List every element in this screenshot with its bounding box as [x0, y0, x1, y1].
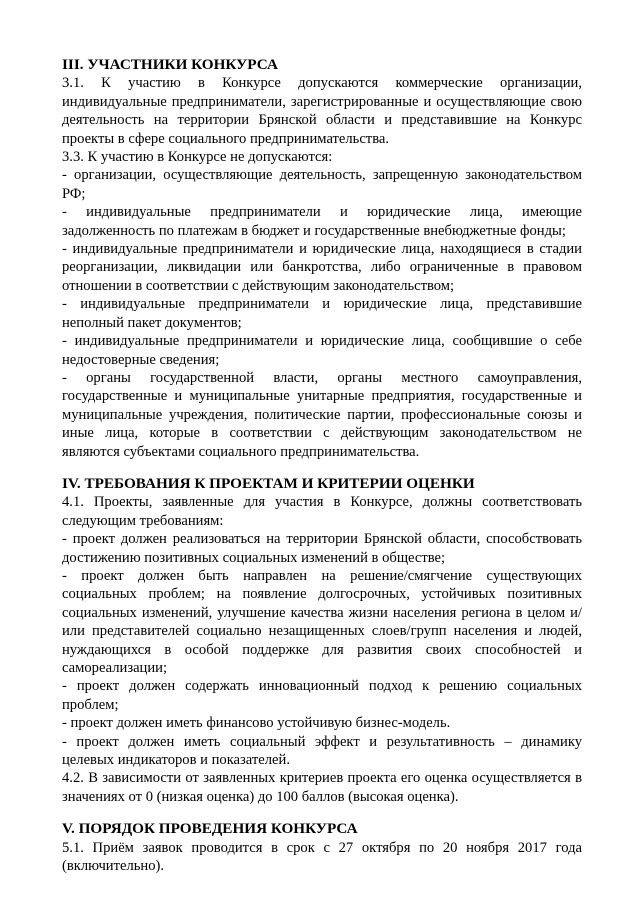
list-item: - проект должен быть направлен на решение/смягчение существующих социальных проблем; на появление долгосрочных, устойчивых позитивных социальных изменений, улучшение качества жизни населения региона в целом и/или представителей социально незащищенных слоев/групп населения и людей, нуждающихся в особой поддержке для развития своих способностей и самореализации;: [62, 567, 582, 676]
document-page: [62, 56, 582, 875]
list-item: - проект должен иметь социальный эффект и результативность – динамику целевых индикаторов и показателей.: [62, 733, 582, 769]
list-item: - проект должен содержать инновационный подход к решению социальных проблем;: [62, 678, 582, 713]
paragraph: 3.3. К участию в Конкурсе не допускаются:: [62, 149, 333, 166]
section-heading: III. УЧАСТНИКИ КОНКУРСА: [62, 56, 278, 73]
paragraph: 5.1. Приём заявок проводится в срок с 27 октября по 20 ноября 2017 года (включительно).: [62, 839, 582, 875]
paragraph: 4.1. Проекты, заявленные для участия в Конкурсе, должны соответствовать следующим требованиям:: [62, 494, 582, 529]
list-item: - индивидуальные предприниматели и юридические лица, представившие неполный пакет документов;: [62, 296, 582, 331]
section-requirements: [62, 475, 582, 806]
list-item: - индивидуальные предприниматели и юридические лица, находящиеся в стадии реорганизации, ликвидации или банкротства, либо ограниченные в правовом отношении в соответствии с действующим законодательством;: [62, 241, 582, 294]
list-item: - проект должен реализоваться на территории Брянской области, способствовать достижению позитивных социальных изменений в обществе;: [62, 531, 582, 566]
paragraph: 3.1. К участию в Конкурсе допускаются коммерческие организации, индивидуальные предприниматели, зарегистрированные и осуществляющие свою деятельность на территории Брянской области и представившие на Конкурс проекты в сфере социального предпринимательства.: [62, 75, 582, 147]
paragraph: 4.2. В зависимости от заявленных критериев проекта его оценка осуществляется в значениях от 0 (низкая оценка) до 100 баллов (высокая оценка).: [62, 770, 582, 805]
list-item: - проект должен иметь финансово устойчивую бизнес-модель.: [62, 715, 451, 732]
section-participants: [62, 56, 582, 461]
section-procedure: [62, 820, 582, 875]
list-item: - индивидуальные предприниматели и юридические лица, имеющие задолженность по платежам в бюджет и государственные внебюджетные фонды;: [62, 204, 582, 239]
list-item: - органы государственной власти, органы местного самоуправления, государственные и муниципальные унитарные предприятия, государственные и муниципальные учреждения, политические партии, профессиональные союзы и иные лица, которые в соответствии с действующим законодательством не являются субъектами социального предпринимательства.: [62, 369, 582, 460]
section-heading: IV. ТРЕБОВАНИЯ К ПРОЕКТАМ И КРИТЕРИИ ОЦЕНКИ: [62, 474, 475, 492]
list-item: - организации, осуществляющие деятельность, запрещенную законодательством РФ;: [62, 167, 582, 202]
section-heading: V. ПОРЯДОК ПРОВЕДЕНИЯ КОНКУРСА: [62, 820, 358, 838]
list-item: - индивидуальные предприниматели и юридические лица, сообщившие о себе недостоверные сведения;: [62, 333, 582, 368]
